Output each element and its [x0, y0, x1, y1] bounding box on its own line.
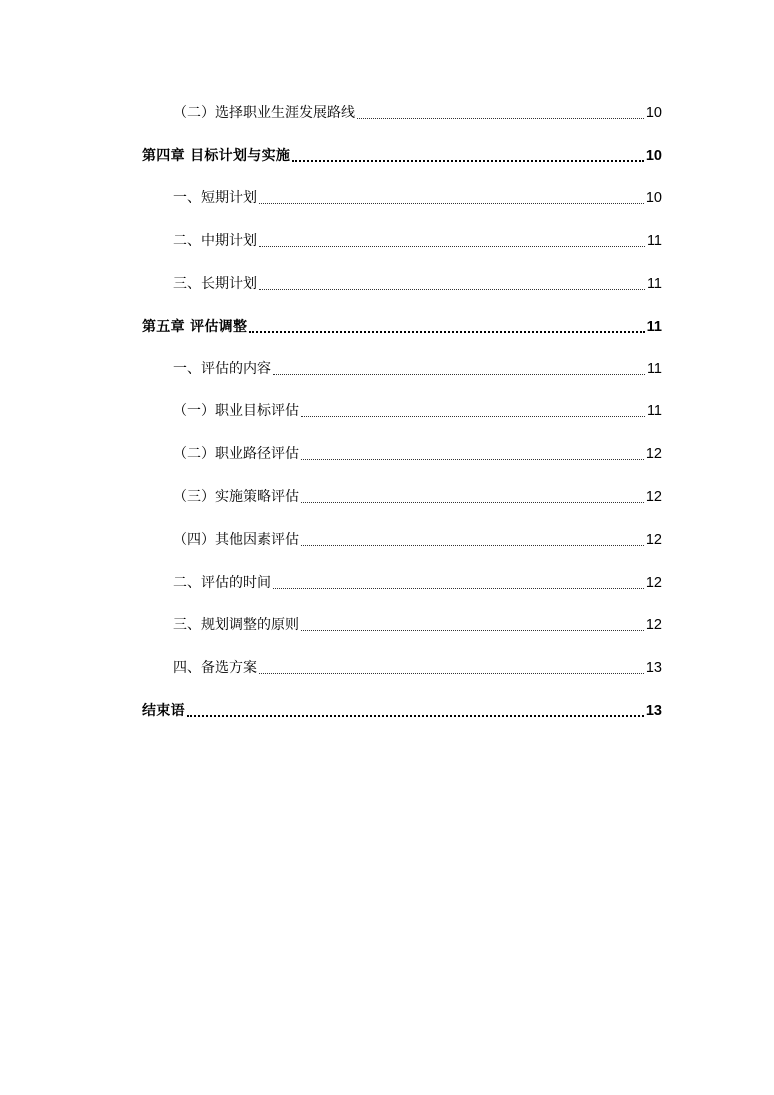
toc-entry-chapter-5[interactable]: [142, 315, 662, 339]
toc-entry-other-factors-evaluation[interactable]: [173, 528, 662, 552]
toc-page-number: 11: [646, 319, 662, 335]
dot-leader: [301, 501, 644, 503]
toc-page-number: 12: [645, 617, 662, 633]
dot-leader: [292, 159, 644, 162]
toc-entry-title: 二、中期计划: [173, 233, 257, 249]
dot-leader: [187, 714, 644, 717]
dot-leader: [249, 330, 644, 333]
dot-leader: [259, 245, 645, 247]
toc-entry-title: 三、长期计划: [173, 276, 257, 292]
toc-entry-title: 三、规划调整的原则: [173, 617, 299, 633]
dot-leader: [357, 117, 644, 119]
toc-entry-conclusion[interactable]: [142, 699, 662, 723]
toc-page-number: 13: [645, 660, 662, 676]
toc-entry-career-goal-evaluation[interactable]: [173, 399, 662, 423]
toc-entry-title: 一、评估的内容: [173, 361, 271, 377]
toc-entry-evaluation-content[interactable]: [173, 357, 662, 381]
dot-leader: [301, 458, 644, 460]
toc-page-number: 13: [645, 703, 662, 719]
toc-page-number: 12: [645, 446, 662, 462]
toc-entry-title: 第四章 目标计划与实施: [142, 148, 291, 164]
toc-page-number: 12: [645, 532, 662, 548]
toc-entry-career-path-selection[interactable]: [173, 101, 662, 125]
toc-entry-title: （四）其他因素评估: [173, 532, 299, 548]
toc-entry-mid-term-plan[interactable]: [173, 229, 662, 253]
toc-entry-title: （一）职业目标评估: [173, 403, 299, 419]
toc-entry-title: 一、短期计划: [173, 190, 257, 206]
toc-entry-title: （三）实施策略评估: [173, 489, 299, 505]
dot-leader: [273, 373, 645, 375]
toc-page-number: 11: [646, 233, 662, 249]
toc-entry-chapter-4[interactable]: [142, 144, 662, 168]
toc-entry-title: （二）选择职业生涯发展路线: [173, 105, 355, 121]
toc-page-number: 12: [645, 575, 662, 591]
toc-page-number: 10: [645, 148, 662, 164]
toc-entry-evaluation-time[interactable]: [173, 571, 662, 595]
toc-page-number: 11: [646, 361, 662, 377]
dot-leader: [301, 544, 644, 546]
toc-entry-title: （二）职业路径评估: [173, 446, 299, 462]
dot-leader: [259, 202, 644, 204]
toc-entry-title: 第五章 评估调整: [142, 319, 248, 335]
dot-leader: [259, 672, 644, 674]
toc-entry-title: 四、备选方案: [173, 660, 257, 676]
toc-entry-adjustment-principles[interactable]: [173, 613, 662, 637]
toc-entry-title: 结束语: [142, 703, 185, 719]
toc-entry-alternative-plan[interactable]: [173, 656, 662, 680]
toc-page-number: 12: [645, 489, 662, 505]
toc-page-number: 10: [645, 105, 662, 121]
toc-page-number: 11: [646, 276, 662, 292]
toc-entry-short-term-plan[interactable]: [173, 186, 662, 210]
dot-leader: [273, 587, 644, 589]
toc-entry-career-path-evaluation[interactable]: [173, 442, 662, 466]
toc-page-number: 11: [646, 403, 662, 419]
toc-entry-long-term-plan[interactable]: [173, 272, 662, 296]
dot-leader: [301, 415, 645, 417]
dot-leader: [259, 288, 645, 290]
toc-entry-strategy-evaluation[interactable]: [173, 485, 662, 509]
dot-leader: [301, 629, 644, 631]
toc-entry-title: 二、评估的时间: [173, 575, 271, 591]
toc-page-number: 10: [645, 190, 662, 206]
